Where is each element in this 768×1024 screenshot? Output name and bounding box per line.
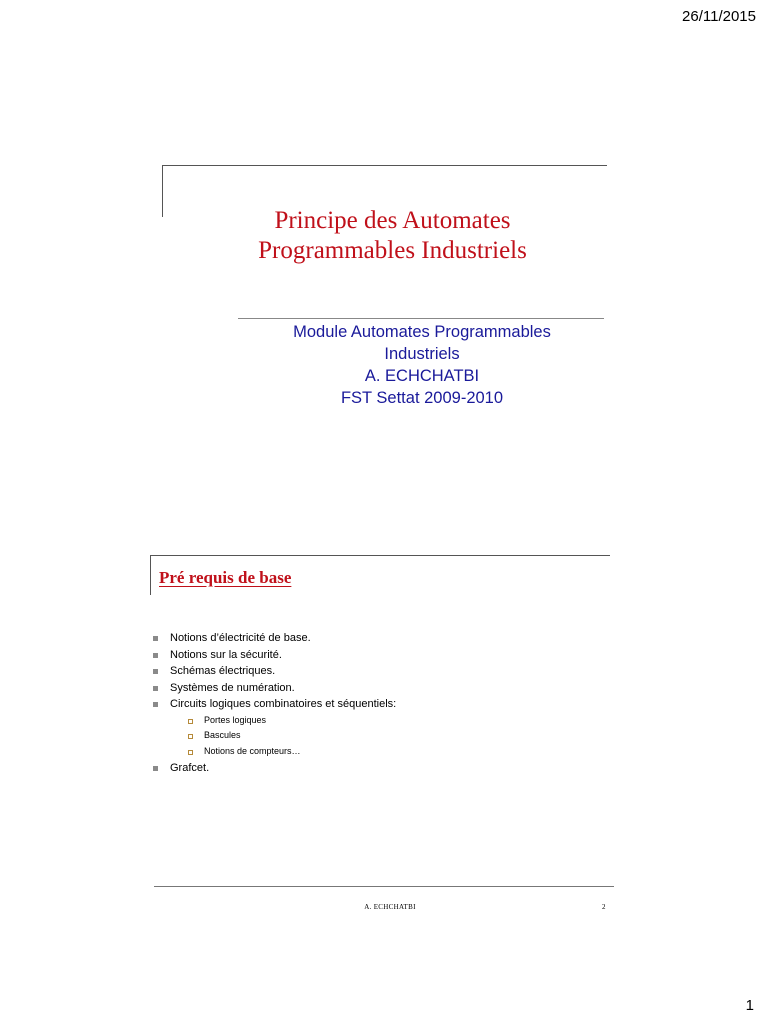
slide-2-footer-rule [154, 886, 614, 887]
print-date: 26/11/2015 [682, 8, 756, 25]
subtitle-rule [238, 318, 604, 319]
page-number: 1 [745, 997, 754, 1014]
list-item: Notions d’électricité de base. [153, 630, 593, 647]
title-line-1: Principe des Automates [274, 207, 511, 234]
sub-list-item: Bascules [187, 728, 593, 744]
list-item: Grafcet. [153, 760, 593, 777]
slide-2-footer-number: 2 [602, 903, 606, 911]
list-item-label: Circuits logiques combinatoires et séquentiels: [170, 698, 397, 710]
sub-list-item: Portes logiques [187, 713, 593, 729]
slide-2-title: Pré requis de base [159, 568, 292, 587]
list-item: Systèmes de numération. [153, 680, 593, 697]
subtitle-line: Module Automates Programmables [293, 323, 551, 341]
prerequisites-list [153, 630, 593, 776]
sub-list [170, 713, 593, 760]
slide-1-title [160, 206, 625, 266]
slide-2-top-rule [150, 555, 610, 556]
sub-list-item: Notions de compteurs… [187, 744, 593, 760]
slide-2-left-rule [150, 555, 151, 595]
subtitle-institution: FST Settat 2009-2010 [340, 389, 504, 407]
slide-1-top-rule [162, 165, 607, 166]
list-item: Schémas électriques. [153, 663, 593, 680]
subtitle-line: Industriels [384, 345, 460, 363]
slide-2-footer-author: A. ECHCHATBI [364, 903, 416, 911]
slide-1-subtitle [240, 321, 604, 409]
list-item: Notions sur la sécurité. [153, 647, 593, 664]
title-line-2: Programmables Industriels [258, 237, 527, 264]
subtitle-author: A. ECHCHATBI [364, 367, 480, 385]
list-item [153, 696, 593, 760]
